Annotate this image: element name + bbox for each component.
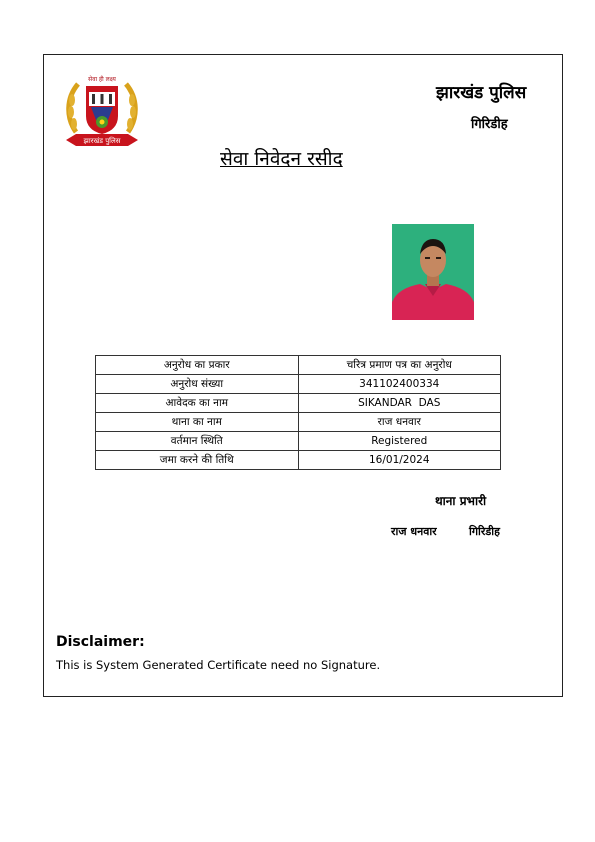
signature-station: राज धनवार (391, 525, 437, 538)
row-value: 341102400334 (298, 375, 501, 394)
row-value: राज धनवार (298, 413, 501, 432)
table-row (96, 451, 501, 470)
details-table (95, 355, 501, 470)
jharkhand-police-emblem (62, 70, 142, 154)
disclaimer-heading: Disclaimer: (56, 634, 145, 650)
table-row (96, 356, 501, 375)
row-value: चरित्र प्रमाण पत्र का अनुरोध (298, 356, 501, 375)
disclaimer-text: This is System Generated Certificate need no Signature. (56, 658, 381, 672)
table-row (96, 394, 501, 413)
officer-designation: थाना प्रभारी (435, 494, 487, 508)
department-name: झारखंड पुलिस (436, 83, 527, 103)
page-title: सेवा निवेदन रसीद (220, 148, 343, 170)
row-label: अनुरोध संख्या (96, 375, 299, 394)
table-row (96, 413, 501, 432)
emblem-motto: सेवा ही लक्ष्य (88, 76, 116, 83)
table-row (96, 432, 501, 451)
applicant-photo (392, 224, 474, 320)
signature-district: गिरिडीह (469, 525, 500, 538)
row-label: आवेदक का नाम (96, 394, 299, 413)
emblem-ribbon-text: झारखंड पुलिस (83, 137, 121, 145)
row-label: वर्तमान स्थिति (96, 432, 299, 451)
row-value: 16/01/2024 (298, 451, 501, 470)
row-label: थाना का नाम (96, 413, 299, 432)
row-label: जमा करने की तिथि (96, 451, 299, 470)
row-value: Registered (298, 432, 501, 451)
table-row (96, 375, 501, 394)
row-label: अनुरोध का प्रकार (96, 356, 299, 375)
row-value: SIKANDAR DAS (298, 394, 501, 413)
district-name: गिरिडीह (471, 117, 508, 132)
